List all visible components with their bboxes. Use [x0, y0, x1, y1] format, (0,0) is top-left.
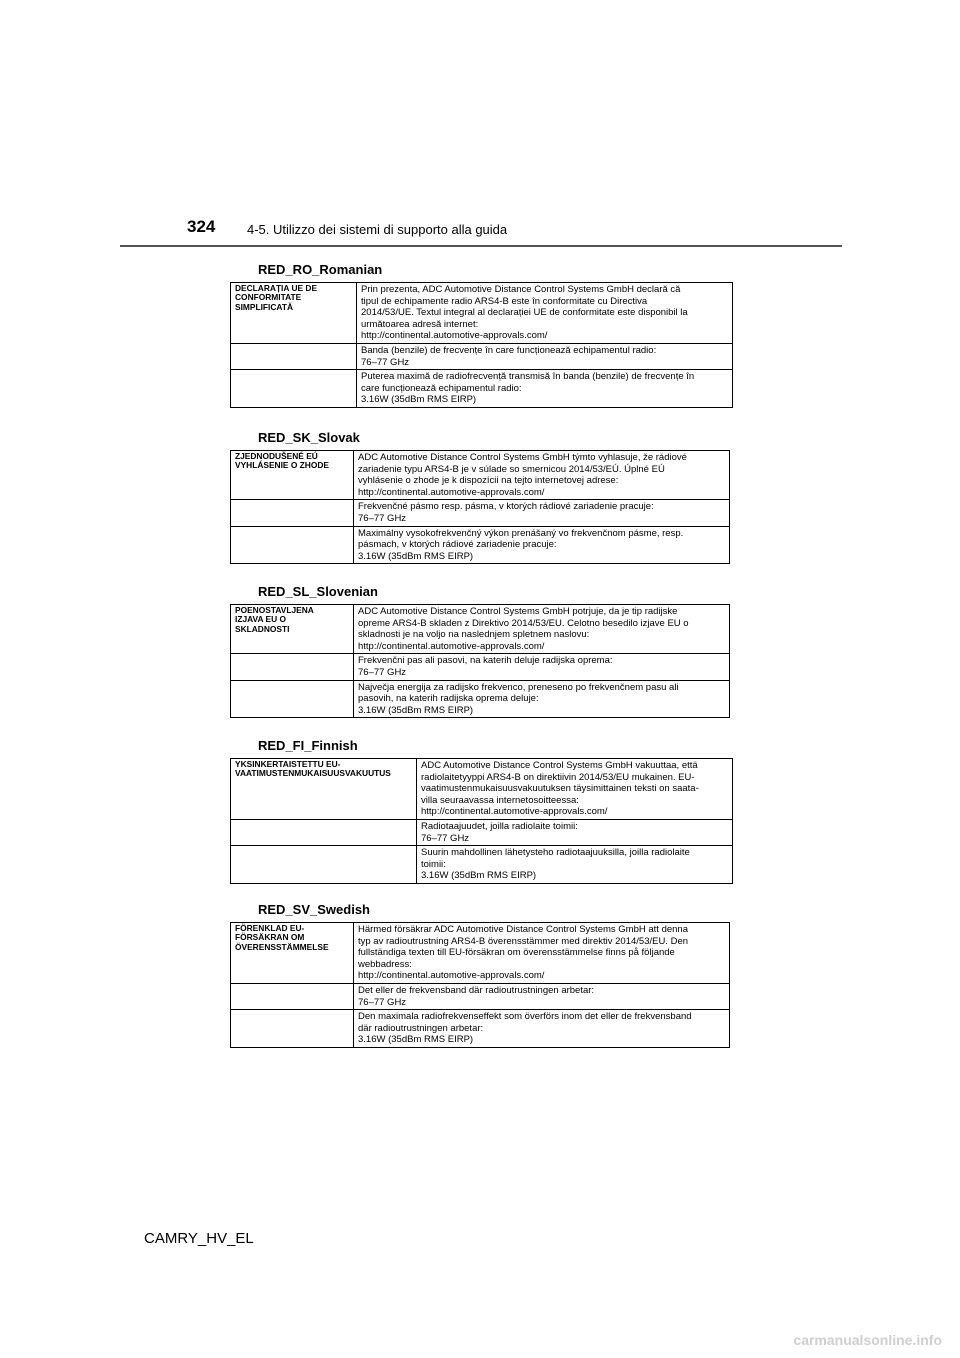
section-title: RED_SV_Swedish: [258, 902, 370, 917]
row-label: [231, 654, 354, 680]
row-text: Puterea maximă de radiofrecvență transmisă în banda (benzile) de frecvențe în care funcționează echipamentul radio: 3.16W (35dBm RMS EIRP): [357, 370, 733, 408]
row-text: Maximálny vysokofrekvenčný výkon prenášaný vo frekvenčnom pásme, resp. pásmach, v ktorých rádiové zariadenie pracuje: 3.16W (35dBm RMS EIRP): [354, 526, 730, 564]
row-label: FÖRENKLAD EU- FÖRSÄKRAN OM ÖVERENSSTÄMMELSE: [231, 923, 354, 984]
row-text: Prin prezenta, ADC Automotive Distance Control Systems GmbH declară că tipul de echipamente radio ARS4-B este în conformitate cu Directiva 2014/53/UE. Textul integral al declarației UE de conformitate este disponibil la următoarea adresă internet: http://continental.automotive-approvals.com/: [357, 283, 733, 344]
table-row: [231, 846, 733, 884]
row-label: [231, 846, 417, 884]
declaration-table: [230, 922, 730, 1048]
table-row: [231, 680, 730, 718]
table-row: [231, 605, 730, 654]
table-row: [231, 370, 733, 408]
model-code: CAMRY_HV_EL: [144, 1230, 254, 1247]
row-label: [231, 819, 417, 845]
watermark: carmanualsonline.info: [793, 1332, 942, 1348]
row-text: Največja energija za radijsko frekvenco, preneseno po frekvenčnem pasu ali pasovih, na katerih radijska oprema deluje: 3.16W (35dBm RMS EIRP): [354, 680, 730, 718]
table-row: [231, 654, 730, 680]
table-row: [231, 923, 730, 984]
table-row: [231, 500, 730, 526]
row-text: Radiotaajuudet, joilla radiolaite toimii: 76–77 GHz: [417, 819, 733, 845]
declaration-table: [230, 450, 730, 564]
table-row: [231, 819, 733, 845]
row-label: DECLARAȚIA UE DE CONFORMITATE SIMPLIFICATĂ: [231, 283, 357, 344]
table-row: [231, 526, 730, 564]
table-row: [231, 983, 730, 1009]
row-text: Banda (benzile) de frecvențe în care funcționează echipamentul radio: 76–77 GHz: [357, 343, 733, 369]
section-title: RED_SK_Slovak: [258, 430, 360, 445]
chapter-title: 4-5. Utilizzo dei sistemi di supporto alla guida: [247, 222, 508, 237]
table-row: [231, 1010, 730, 1048]
row-label: [231, 1010, 354, 1048]
section-title: RED_SL_Slovenian: [258, 584, 378, 599]
section-swedish: [230, 902, 730, 1048]
row-text: Suurin mahdollinen lähetysteho radiotaajuuksilla, joilla radiolaite toimii: 3.16W (35dBm RMS EIRP): [417, 846, 733, 884]
row-label: [231, 500, 354, 526]
row-label: ZJEDNODUŠENÉ EÚ VYHLÁSENIE O ZHODE: [231, 451, 354, 500]
section-romanian: [230, 262, 733, 408]
declaration-table: [230, 758, 733, 884]
row-text: ADC Automotive Distance Control Systems GmbH týmto vyhlasuje, že rádiové zariadenie typu ARS4-B je v súlade so smernicou 2014/53/EÚ. Úplné EÚ vyhlásenie o zhode je k dispozícii na tejto internetovej adrese: http://continental.automotive-approvals.com/: [354, 451, 730, 500]
row-text: Den maximala radiofrekvenseffekt som överförs inom det eller de frekvensband där radioutrustningen arbetar: 3.16W (35dBm RMS EIRP): [354, 1010, 730, 1048]
row-label: [231, 680, 354, 718]
table-row: [231, 343, 733, 369]
row-label: [231, 343, 357, 369]
table-row: [231, 759, 733, 820]
row-label: [231, 526, 354, 564]
row-label: POENOSTAVLJENA IZJAVA EU O SKLADNOSTI: [231, 605, 354, 654]
table-row: [231, 451, 730, 500]
header-divider: [120, 245, 842, 247]
section-slovenian: [230, 584, 730, 718]
section-finnish: [230, 738, 733, 884]
section-title: RED_FI_Finnish: [258, 738, 358, 753]
declaration-table: [230, 604, 730, 718]
section-slovak: [230, 430, 730, 564]
row-text: ADC Automotive Distance Control Systems GmbH potrjuje, da je tip radijske opreme ARS4-B skladen z Direktivo 2014/53/EU. Celotno besedilo izjave EU o skladnosti je na voljo na naslednjem spletnem naslovu: http://continental.automotive-approvals.com/: [354, 605, 730, 654]
row-text: Det eller de frekvensband där radioutrustningen arbetar: 76–77 GHz: [354, 983, 730, 1009]
declaration-table: [230, 282, 733, 408]
row-text: ADC Automotive Distance Control Systems GmbH vakuuttaa, että radiolaitetyyppi ARS4-B on direktiivin 2014/53/EU mukainen. EU- vaatimustenmukaisuusvakuutuksen täysimittainen teksti on saata- villa seuraavassa internetosoitteessa: http://continental.automotive-approvals.com/: [417, 759, 733, 820]
row-label: [231, 370, 357, 408]
page-number: 324: [187, 217, 216, 236]
row-text: Härmed försäkrar ADC Automotive Distance Control Systems GmbH att denna typ av radioutrustning ARS4-B överensstämmer med direktiv 2014/53/EU. Den fullständiga texten till EU-försäkran om överensstämmelse finns på följande webbadress: http://continental.automotive-approvals.com/: [354, 923, 730, 984]
table-row: [231, 283, 733, 344]
row-label: YKSINKERTAISTETTU EU- VAATIMUSTENMUKAISUUSVAKUUTUS: [231, 759, 417, 820]
section-title: RED_RO_Romanian: [258, 262, 383, 277]
row-text: Frekvenčné pásmo resp. pásma, v ktorých rádiové zariadenie pracuje: 76–77 GHz: [354, 500, 730, 526]
row-text: Frekvenčni pas ali pasovi, na katerih deluje radijska oprema: 76–77 GHz: [354, 654, 730, 680]
row-label: [231, 983, 354, 1009]
